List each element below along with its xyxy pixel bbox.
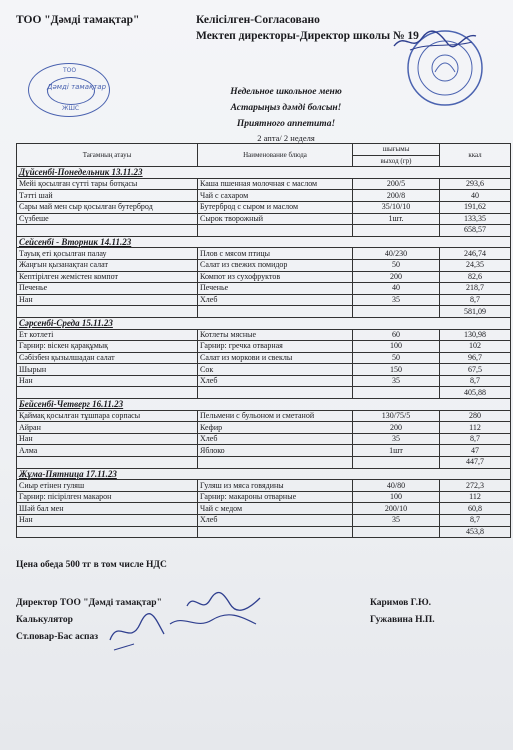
table-row xyxy=(17,422,511,434)
menu-greeting-kz: Астарыңыз дәмді болсын! xyxy=(230,103,342,113)
dish-yield xyxy=(353,457,440,469)
dish-kcal: 24,35 xyxy=(440,259,511,271)
table-row xyxy=(17,433,511,445)
dish-name-kz: Сары май мен сыр қосылған бутерброд xyxy=(17,201,198,213)
dish-kcal: 191,62 xyxy=(440,201,511,213)
menu-greeting-ru: Приятного аппетита! xyxy=(236,119,336,129)
table-row xyxy=(17,480,511,492)
table-header-row xyxy=(17,144,511,156)
col-header-yield-kz: шығымы xyxy=(353,144,440,156)
dish-name-kz xyxy=(17,225,198,237)
table-row xyxy=(17,294,511,306)
table-row xyxy=(17,503,511,515)
dish-name-ru: Гарнир: макароны отварные xyxy=(198,491,353,503)
director-approval-line: Мектеп директоры-Директор школы № 19 xyxy=(196,30,419,42)
dish-name-kz: Қаймақ қосылған тұшпара сорпасы xyxy=(17,410,198,422)
dish-yield: 35 xyxy=(353,294,440,306)
dish-yield: 35 xyxy=(353,433,440,445)
dish-yield xyxy=(353,306,440,318)
dish-name-kz: Тауық еті қосылған палау xyxy=(17,248,198,260)
dish-name-kz: Шәй бал мен xyxy=(17,503,198,515)
dish-name-kz xyxy=(17,306,198,318)
day-total-kcal: 453,8 xyxy=(440,526,511,538)
table-row xyxy=(17,364,511,376)
day-header-row xyxy=(17,167,511,179)
director-role: Директор ТОО "Дәмді тамақтар" xyxy=(16,598,162,608)
day-header-row xyxy=(17,468,511,480)
dish-kcal: 67,5 xyxy=(440,364,511,376)
dish-yield: 50 xyxy=(353,352,440,364)
dish-name-ru: Плов с мясом птицы xyxy=(198,248,353,260)
org-name: ТОО "Дәмді тамақтар" xyxy=(16,14,140,26)
dish-name-kz: Жаңғын қызанақтан салат xyxy=(17,259,198,271)
table-row xyxy=(17,352,511,364)
dish-name-kz: Тәтті шай xyxy=(17,190,198,202)
table-row xyxy=(17,259,511,271)
day-label: Сәрсенбі-Среда 15.11.23 xyxy=(17,317,511,329)
day-total-kcal: 405,88 xyxy=(440,387,511,399)
calculator-role: Калькулятор xyxy=(16,615,73,625)
table-row xyxy=(17,271,511,283)
dish-yield: 130/75/5 xyxy=(353,410,440,422)
dish-yield: 200 xyxy=(353,422,440,434)
dish-name-ru: Салат из свежих помидор xyxy=(198,259,353,271)
dish-yield: 200 xyxy=(353,271,440,283)
dish-name-ru: Яблоко xyxy=(198,445,353,457)
day-label: Бейсенбі-Четверг 16.11.23 xyxy=(17,399,511,411)
day-header-row xyxy=(17,236,511,248)
table-row xyxy=(17,329,511,341)
dish-name-kz: Сүзбеше xyxy=(17,213,198,225)
dish-yield: 200/8 xyxy=(353,190,440,202)
dish-kcal: 8,7 xyxy=(440,294,511,306)
dish-name-kz: Шырын xyxy=(17,364,198,376)
dish-name-ru: Салат из моркови и свеклы xyxy=(198,352,353,364)
dish-kcal: 112 xyxy=(440,422,511,434)
calculator-name: Гужавина Н.П. xyxy=(370,615,435,625)
dish-name-kz: Гарнир: пісірілген макарон xyxy=(17,491,198,503)
dish-kcal: 47 xyxy=(440,445,511,457)
table-row xyxy=(17,410,511,422)
dish-yield: 200/10 xyxy=(353,503,440,515)
dish-name-ru xyxy=(198,306,353,318)
table-row xyxy=(17,248,511,260)
dish-kcal: 40 xyxy=(440,190,511,202)
day-total-row xyxy=(17,387,511,399)
day-label: Дүйсенбі-Понедельник 13.11.23 xyxy=(17,167,511,179)
dish-kcal: 130,98 xyxy=(440,329,511,341)
dish-kcal: 82,6 xyxy=(440,271,511,283)
dish-name-kz: Печенье xyxy=(17,283,198,295)
dish-kcal: 60,8 xyxy=(440,503,511,515)
dish-name-ru: Каша пшенная молочная с маслом xyxy=(198,178,353,190)
company-stamp: ТОО Дәмді тамақтар ЖШС xyxy=(28,63,110,117)
dish-yield: 50 xyxy=(353,259,440,271)
col-header-yield-ru: выход (гр) xyxy=(353,155,440,167)
day-label: Жұма-Пятница 17.11.23 xyxy=(17,468,511,480)
dish-kcal: 293,6 xyxy=(440,178,511,190)
dish-name-kz xyxy=(17,387,198,399)
dish-yield: 35 xyxy=(353,515,440,527)
dish-name-ru: Хлеб xyxy=(198,515,353,527)
table-row xyxy=(17,375,511,387)
day-header-row xyxy=(17,317,511,329)
dish-yield: 40/80 xyxy=(353,480,440,492)
dish-yield xyxy=(353,225,440,237)
dish-name-ru: Печенье xyxy=(198,283,353,295)
price-note: Цена обеда 500 тг в том числе НДС xyxy=(16,560,167,570)
dish-kcal: 280 xyxy=(440,410,511,422)
dish-kcal: 8,7 xyxy=(440,433,511,445)
dish-kcal: 8,7 xyxy=(440,375,511,387)
col-header-name-kz: Тағамның атауы xyxy=(17,144,198,167)
day-label: Сейсенбі - Вторник 14.11.23 xyxy=(17,236,511,248)
dish-name-ru: Пельмени с бульоном и сметаной xyxy=(198,410,353,422)
dish-name-ru: Бутерброд с сыром и маслом xyxy=(198,201,353,213)
director-name: Каримов Г.Ю. xyxy=(370,598,432,608)
dish-name-ru xyxy=(198,225,353,237)
dish-name-ru: Сок xyxy=(198,364,353,376)
col-header-kcal: ккал xyxy=(440,144,511,167)
dish-name-ru: Чай с медом xyxy=(198,503,353,515)
table-row xyxy=(17,515,511,527)
staff-signatures xyxy=(100,610,260,654)
dish-yield: 100 xyxy=(353,341,440,353)
dish-name-ru: Котлеты мясные xyxy=(198,329,353,341)
dish-name-kz: Алма xyxy=(17,445,198,457)
dish-yield: 1шт xyxy=(353,445,440,457)
dish-yield: 150 xyxy=(353,364,440,376)
agreed-label: Келісілген-Согласовано xyxy=(196,14,320,26)
week-label: 2 апта/ 2 неделя xyxy=(257,133,315,143)
dish-name-ru: Хлеб xyxy=(198,375,353,387)
dish-yield xyxy=(353,387,440,399)
dish-name-kz: Гарнир: віскен қарақұмық xyxy=(17,341,198,353)
day-total-kcal: 581,09 xyxy=(440,306,511,318)
dish-name-kz: Мейі қосылған сүтті тары ботқасы xyxy=(17,178,198,190)
dish-yield: 35/10/10 xyxy=(353,201,440,213)
dish-name-ru: Кефир xyxy=(198,422,353,434)
dish-yield: 100 xyxy=(353,491,440,503)
day-total-row xyxy=(17,526,511,538)
dish-yield: 60 xyxy=(353,329,440,341)
day-total-row xyxy=(17,306,511,318)
dish-kcal: 272,3 xyxy=(440,480,511,492)
menu-table xyxy=(16,143,511,538)
dish-yield: 1шт. xyxy=(353,213,440,225)
day-total-row xyxy=(17,225,511,237)
dish-name-kz: Сәбізбен қызылшадан салат xyxy=(17,352,198,364)
table-row xyxy=(17,283,511,295)
dish-yield xyxy=(353,526,440,538)
dish-kcal: 218,7 xyxy=(440,283,511,295)
dish-name-kz: Айран xyxy=(17,422,198,434)
day-total-kcal: 658,57 xyxy=(440,225,511,237)
dish-kcal: 8,7 xyxy=(440,515,511,527)
dish-kcal: 112 xyxy=(440,491,511,503)
table-row xyxy=(17,201,511,213)
dish-name-kz: Кептірілген жемістен компот xyxy=(17,271,198,283)
dish-name-ru: Гуляш из мяса говядины xyxy=(198,480,353,492)
table-row xyxy=(17,341,511,353)
dish-name-kz: Нан xyxy=(17,375,198,387)
dish-name-kz: Нан xyxy=(17,294,198,306)
table-row xyxy=(17,190,511,202)
dish-name-ru: Чай с сахаром xyxy=(198,190,353,202)
dish-name-ru xyxy=(198,457,353,469)
dish-name-ru: Хлеб xyxy=(198,433,353,445)
table-row xyxy=(17,445,511,457)
dish-kcal: 102 xyxy=(440,341,511,353)
table-row xyxy=(17,213,511,225)
menu-title: Недельное школьное меню xyxy=(230,87,342,97)
director-signature xyxy=(390,26,480,58)
dish-kcal: 96,7 xyxy=(440,352,511,364)
dish-name-ru: Компот из сухофруктов xyxy=(198,271,353,283)
dish-kcal: 246,74 xyxy=(440,248,511,260)
dish-name-ru: Хлеб xyxy=(198,294,353,306)
day-header-row xyxy=(17,399,511,411)
dish-name-ru: Сырок творожный xyxy=(198,213,353,225)
dish-name-kz xyxy=(17,526,198,538)
day-total-kcal: 447,7 xyxy=(440,457,511,469)
dish-name-kz: Ет котлеті xyxy=(17,329,198,341)
dish-yield: 200/5 xyxy=(353,178,440,190)
dish-yield: 40 xyxy=(353,283,440,295)
table-row xyxy=(17,491,511,503)
cook-role: Ст.повар-Бас аспаз xyxy=(16,632,99,642)
dish-name-kz xyxy=(17,457,198,469)
day-total-row xyxy=(17,457,511,469)
col-header-name-ru: Наименование блюда xyxy=(198,144,353,167)
table-row xyxy=(17,178,511,190)
dish-name-ru xyxy=(198,526,353,538)
dish-kcal: 133,35 xyxy=(440,213,511,225)
dish-yield: 40/230 xyxy=(353,248,440,260)
dish-name-ru xyxy=(198,387,353,399)
dish-yield: 35 xyxy=(353,375,440,387)
dish-name-kz: Нан xyxy=(17,515,198,527)
dish-name-kz: Нан xyxy=(17,433,198,445)
dish-name-ru: Гарнир: гречка отварная xyxy=(198,341,353,353)
dish-name-kz: Сиыр етінен гуляш xyxy=(17,480,198,492)
